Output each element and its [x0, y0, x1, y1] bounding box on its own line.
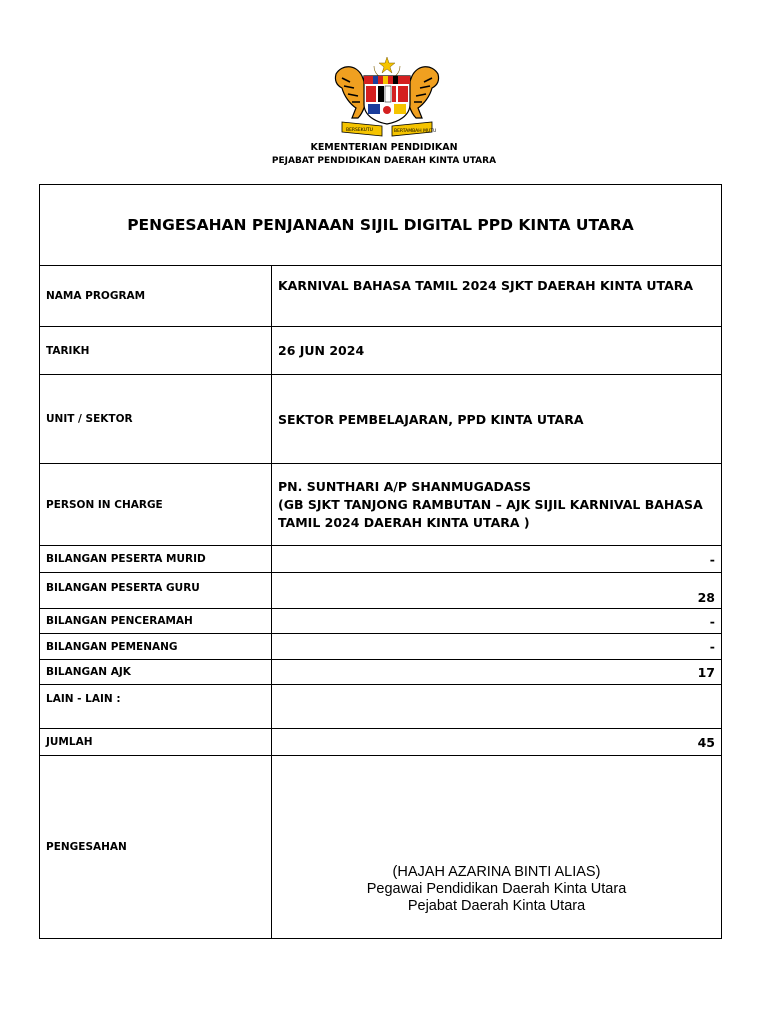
- label-unit-sektor: UNIT / SEKTOR: [40, 375, 272, 464]
- label-ajk: BILANGAN AJK: [40, 660, 272, 685]
- label-nama-program: NAMA PROGRAM: [40, 266, 272, 327]
- value-penceramah: -: [272, 609, 722, 634]
- value-pemenang: -: [272, 634, 722, 660]
- certificate-form-table: [39, 184, 722, 939]
- label-penceramah: BILANGAN PENCERAMAH: [40, 609, 272, 634]
- row-jumlah: [40, 729, 722, 756]
- svg-text:BERSEKUTU: BERSEKUTU: [346, 128, 373, 133]
- row-pemenang: [40, 634, 722, 660]
- label-person-in-charge: PERSON IN CHARGE: [40, 464, 272, 546]
- value-jumlah: 45: [272, 729, 722, 756]
- value-unit-sektor: SEKTOR PEMBELAJARAN, PPD KINTA UTARA: [272, 375, 722, 464]
- pic-name: PN. SUNTHARI A/P SHANMUGADASS: [278, 478, 531, 494]
- signatory-office: Pejabat Daerah Kinta Utara: [407, 897, 586, 914]
- row-lain-lain: [40, 685, 722, 729]
- row-nama-program: [40, 266, 722, 327]
- label-peserta-guru: BILANGAN PESERTA GURU: [40, 573, 272, 609]
- row-ajk: [40, 660, 722, 685]
- form-title: PENGESAHAN PENJANAAN SIJIL DIGITAL PPD KINTA UTARA: [40, 185, 722, 266]
- svg-text:BERTAMBAH MUTU: BERTAMBAH MUTU: [394, 129, 437, 134]
- label-tarikh: TARIKH: [40, 327, 272, 375]
- label-jumlah: JUMLAH: [40, 729, 272, 756]
- signatory-position: Pegawai Pendidikan Daerah Kinta Utara: [366, 880, 627, 897]
- row-peserta-murid: [40, 546, 722, 573]
- signatory-name: (HAJAH AZARINA BINTI ALIAS): [392, 863, 601, 880]
- value-tarikh: 26 JUN 2024: [272, 327, 722, 375]
- pic-role-line2: TAMIL 2024 DAERAH KINTA UTARA ): [278, 514, 530, 530]
- label-pengesahan: PENGESAHAN: [40, 756, 272, 939]
- value-peserta-guru: 28: [272, 573, 722, 609]
- coat-of-arms-crest: [328, 56, 446, 142]
- row-person-in-charge: [40, 464, 722, 546]
- pic-role-line1: (GB SJKT TANJONG RAMBUTAN – AJK SIJIL KARNIVAL BAHASA: [278, 496, 703, 512]
- label-pemenang: BILANGAN PEMENANG: [40, 634, 272, 660]
- row-unit-sektor: [40, 375, 722, 464]
- signature-block: [272, 756, 722, 939]
- row-penceramah: [40, 609, 722, 634]
- district-office-name: PEJABAT PENDIDIKAN DAERAH KINTA UTARA: [271, 156, 497, 166]
- form-title-row: [40, 185, 722, 266]
- value-lain-lain: [272, 685, 722, 729]
- row-pengesahan: [40, 756, 722, 939]
- ministry-name: KEMENTERIAN PENDIDIKAN: [310, 142, 458, 153]
- row-peserta-guru: [40, 573, 722, 609]
- label-peserta-murid: BILANGAN PESERTA MURID: [40, 546, 272, 573]
- value-peserta-murid: -: [272, 546, 722, 573]
- row-tarikh: [40, 327, 722, 375]
- value-ajk: 17: [272, 660, 722, 685]
- value-person-in-charge: [272, 464, 722, 546]
- label-lain-lain: LAIN - LAIN :: [40, 685, 272, 729]
- value-nama-program: KARNIVAL BAHASA TAMIL 2024 SJKT DAERAH KINTA UTARA: [272, 266, 722, 327]
